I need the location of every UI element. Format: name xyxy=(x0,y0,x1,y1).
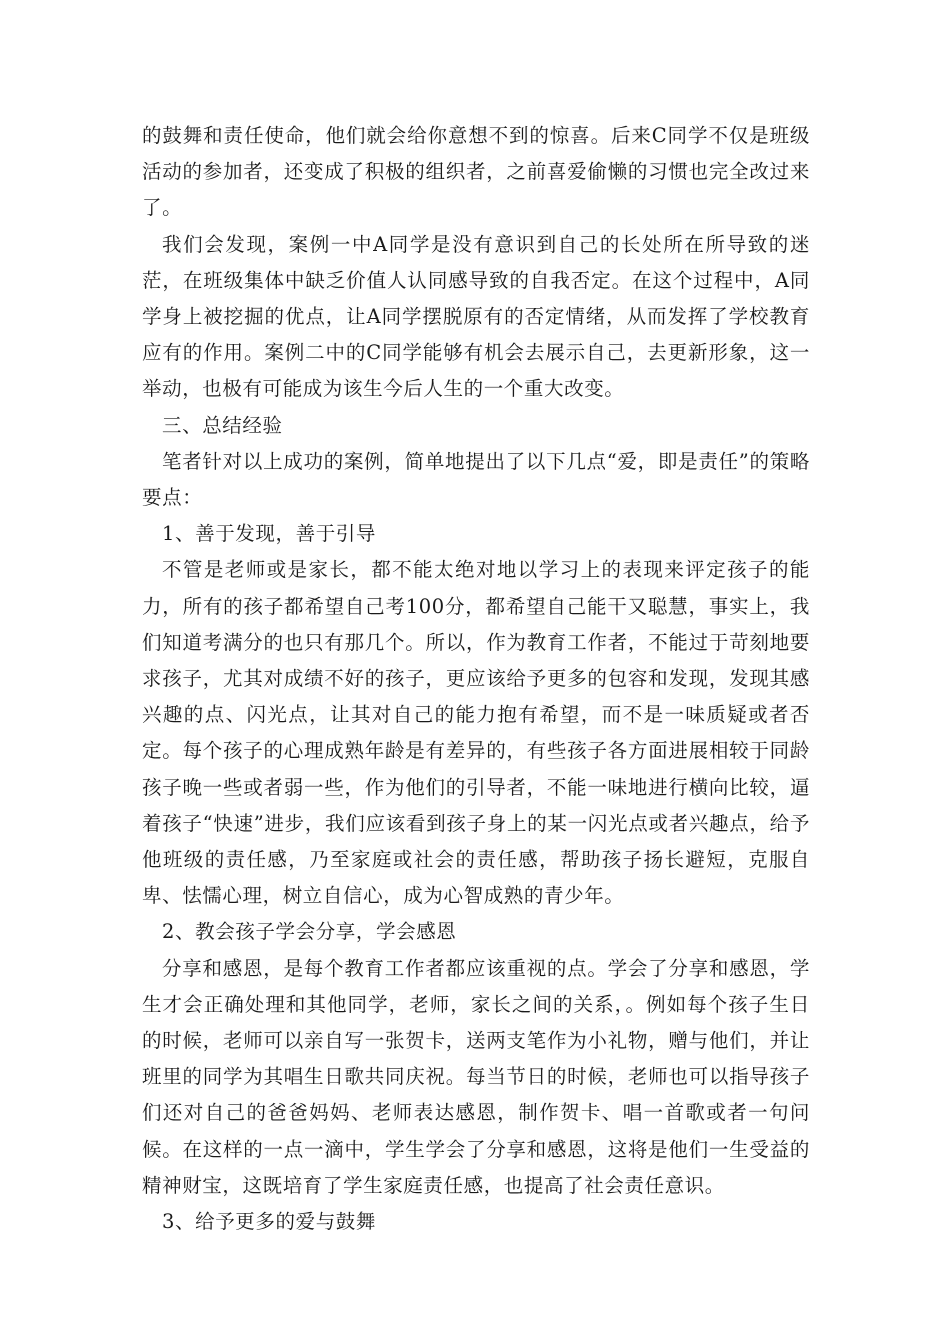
section-heading-summary: 三、总结经验 xyxy=(162,413,283,437)
paragraph-share-gratitude: 分享和感恩，是每个教育工作者都应该重视的点。学会了分享和感恩，学生才会正确处理和其他同学，老师，家长之间的关系，。例如每个孩子生日的时候，老师可以亲自写一张贺卡，送两支笔作为小礼物，赠与他们，并让班里的同学为其唱生日歌共同庆祝。每当节日的时候，老师也可以指导孩子们还对自己的爸爸妈妈、老师表达感恩，制作贺卡、唱一首歌或者一句问候。在这样的一点一滴中，学生学会了分享和感恩，这将是他们一生受益的精神财宝，这既培育了学生家庭责任感，也提高了社会责任意识。 xyxy=(142,956,810,1197)
document-body xyxy=(142,118,810,1240)
subheading-love-encourage: 3、给予更多的爱与鼓舞 xyxy=(162,1210,377,1234)
subheading-share-gratitude: 2、教会孩子学会分享，学会感恩 xyxy=(162,920,457,944)
paragraph-discover-guide: 不管是老师或是家长，都不能太绝对地以学习上的表现来评定孩子的能力，所有的孩子都希望自己考100分，都希望自己能干又聪慧，事实上，我们知道考满分的也只有那几个。所以，作为教育工作者，不能过于苛刻地要求孩子，尤其对成绩不好的孩子，更应该给予更多的包容和发现，发现其感兴趣的点、闪光点，让其对自己的能力抱有希望，而不是一味质疑或者否定。每个孩子的心理成熟年龄是有差异的，有些孩子各方面进展相较于同龄孩子晚一些或者弱一些，作为他们的引导者，不能一味地进行横向比较，逼着孩子“快速”进步，我们应该看到孩子身上的某一闪光点或者兴趣点，给予他班级的责任感，乃至家庭或社会的责任感，帮助孩子扬长避短，克服自卑、怯懦心理，树立自信心，成为心智成熟的青少年。 xyxy=(142,558,810,908)
paragraph-strategy-intro: 笔者针对以上成功的案例，简单地提出了以下几点“爱，即是责任”的策略要点： xyxy=(142,449,810,510)
paragraph-continuation: 的鼓舞和责任使命，他们就会给你意想不到的惊喜。后来C同学不仅是班级活动的参加者，还变成了积极的组织者，之前喜爱偷懒的习惯也完全改过来了。 xyxy=(142,124,810,220)
paragraph-case-analysis: 我们会发现，案例一中A同学是没有意识到自己的长处所在所导致的迷茫，在班级集体中缺乏价值人认同感导致的自我否定。在这个过程中，A同学身上被挖掘的优点，让A同学摆脱原有的否定情绪，从而发挥了学校教育应有的作用。案例二中的C同学能够有机会去展示自己，去更新形象，这一举动，也极有可能成为该生今后人生的一个重大改变。 xyxy=(142,232,810,401)
subheading-discover-guide: 1、善于发现，善于引导 xyxy=(162,522,377,546)
